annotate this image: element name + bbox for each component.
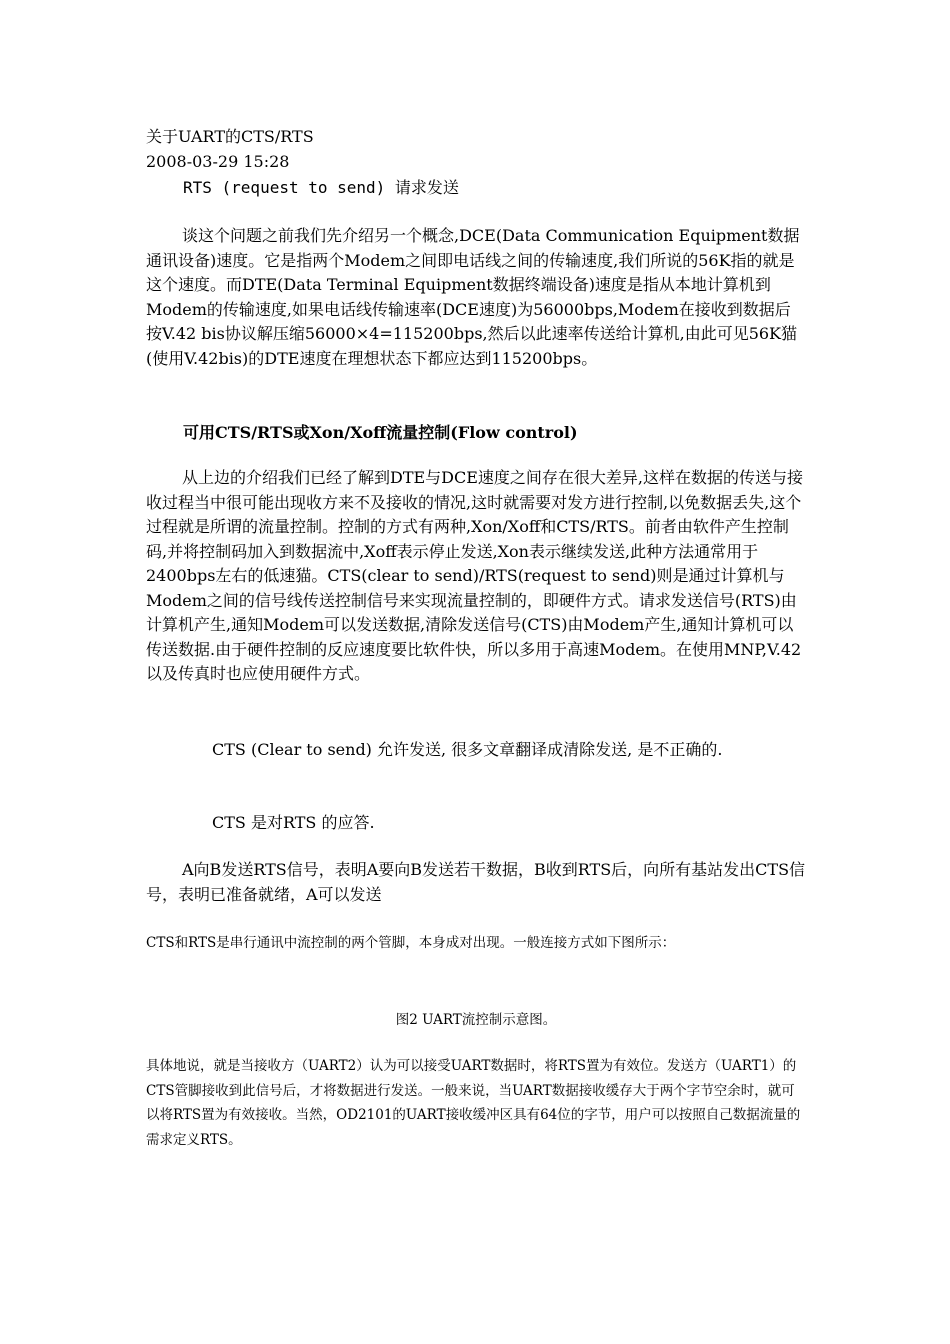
rts-heading: RTS (request to send) 请求发送	[183, 178, 459, 197]
document-date: 2008-03-29 15:28	[146, 152, 290, 171]
flow-control-heading: 可用CTS/RTS或Xon/Xoff流量控制(Flow control)	[183, 423, 578, 442]
paragraph-dce: 谈这个问题之前我们先介绍另一个概念,DCE(Data Communication Equipment数据通讯设备)速度。它是指两个Modem之间即电话线之间的传输速度,我们所说的56K指的就是这个速度。而DTE(Data Terminal Equipment数据终端设备)速度是指从本地计算机到Modem的传输速度,如果电话线传输速率(DCE速度)为56000bps,Modem在接收到数据后按V.42 bis协议解压缩56000×4=115200bps,然后以此速率传送给计算机,由此可见56K猫(使用V.42bis)的DTE速度在理想状态下都应达到115200bps。	[146, 226, 800, 368]
document-title: 关于UART的CTS/RTS	[146, 127, 314, 146]
paragraph-uart-detail: 具体地说，就是当接收方（UART2）认为可以接受UART数据时，将RTS置为有效位。发送方（UART1）的CTS管脚接收到此信号后，才将数据进行发送。一般来说，当UART数据接收缓存大于两个字节空余时，就可以将RTS置为有效接收。当然，OD2101的UART接收缓冲区具有64位的字节，用户可以按照自己数据流量的需求定义RTS。	[146, 1058, 801, 1148]
paragraph-a-to-b: A向B发送RTS信号，表明A要向B发送若干数据，B收到RTS后，向所有基站发出CTS信号，表明已准备就绪，A可以发送	[146, 860, 806, 904]
paragraph-cts: CTS (Clear to send) 允许发送, 很多文章翻译成清除发送, 是不正确的.	[212, 740, 723, 759]
paragraph-pins: CTS和RTS是串行通讯中流控制的两个管脚，本身成对出现。一般连接方式如下图所示：	[146, 935, 676, 951]
paragraph-ack: CTS 是对RTS 的应答.	[212, 813, 375, 832]
figure-caption: 图2 UART流控制示意图。	[395, 1012, 557, 1028]
paragraph-flow-control: 从上边的介绍我们已经了解到DTE与DCE速度之间存在很大差异,这样在数据的传送与接收过程当中很可能出现收方来不及接收的情况,这时就需要对发方进行控制,以免数据丢失,这个过程就是所谓的流量控制。控制的方式有两种,Xon/Xoff和CTS/RTS。前者由软件产生控制码,并将控制码加入到数据流中,Xoff表示停止发送,Xon表示继续发送,此种方法通常用于2400bps左右的低速猫。CTS(clear to send)/RTS(request to send)则是通过计算机与Modem之间的信号线传送控制信号来实现流量控制的，即硬件方式。请求发送信号(RTS)由计算机产生,通知Modem可以发送数据,清除发送信号(CTS)由Modem产生,通知计算机可以传送数据.由于硬件控制的反应速度要比软件快，所以多用于高速Modem。在使用MNP,V.42以及传真时也应使用硬件方式。	[146, 468, 804, 683]
